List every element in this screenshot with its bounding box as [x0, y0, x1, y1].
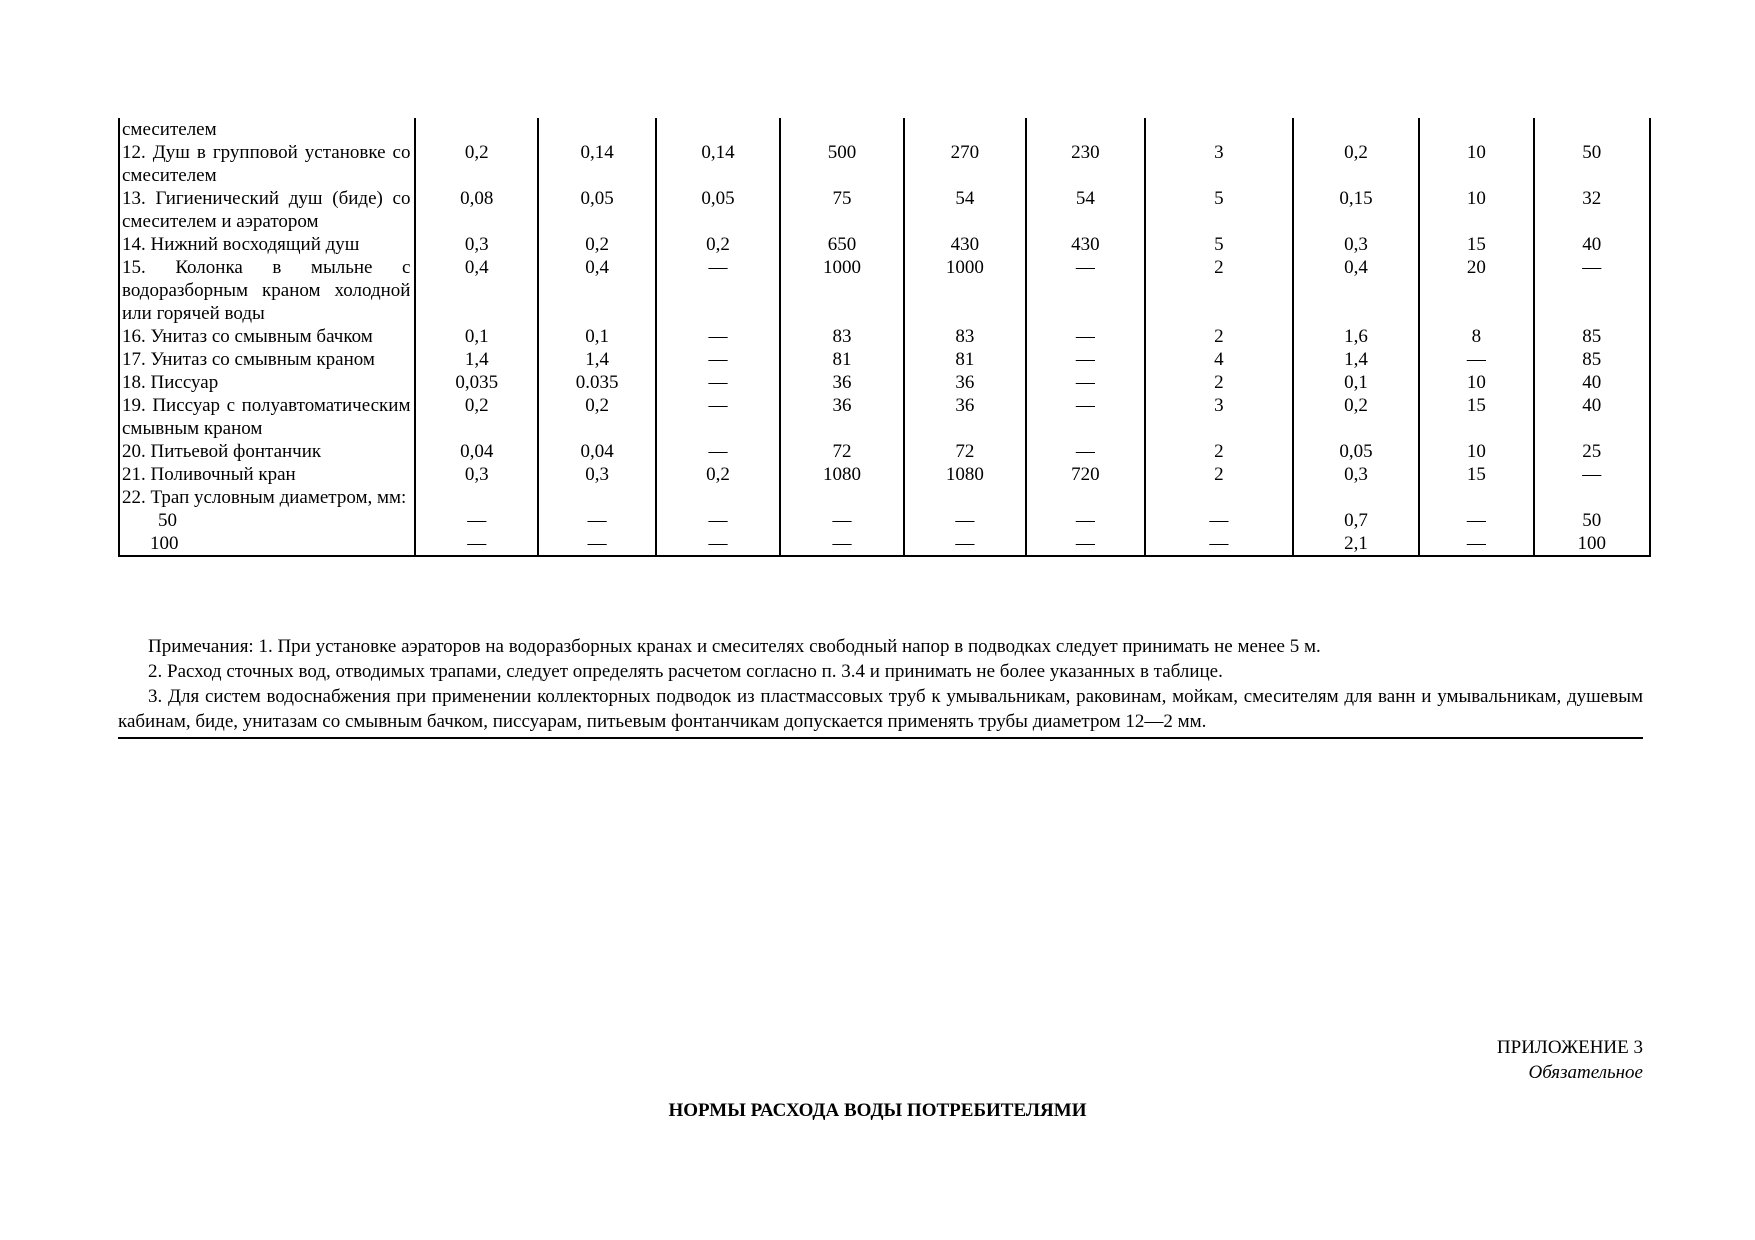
value-cell: [656, 486, 779, 509]
value-cell: 650: [780, 233, 904, 256]
value-cell: 0,1: [538, 325, 656, 348]
fixture-name-cell: 16. Унитаз со смывным бачком: [119, 325, 415, 348]
value-cell: —: [1026, 371, 1145, 394]
value-cell: —: [1026, 440, 1145, 463]
value-cell: —: [1419, 509, 1533, 532]
value-cell: 81: [904, 348, 1025, 371]
value-cell: 54: [904, 187, 1025, 233]
value-cell: 0,2: [415, 141, 537, 187]
value-cell: 2: [1145, 440, 1293, 463]
value-cell: 15: [1419, 233, 1533, 256]
value-cell: 2,1: [1293, 532, 1419, 556]
value-cell: [538, 486, 656, 509]
value-cell: —: [656, 348, 779, 371]
value-cell: —: [656, 532, 779, 556]
value-cell: 5: [1145, 233, 1293, 256]
value-cell: 83: [780, 325, 904, 348]
value-cell: 0,04: [538, 440, 656, 463]
value-cell: —: [1026, 509, 1145, 532]
value-cell: 0,7: [1293, 509, 1419, 532]
value-cell: 0,05: [656, 187, 779, 233]
value-cell: 0,05: [538, 187, 656, 233]
fixture-name-cell: 17. Унитаз со смывным краном: [119, 348, 415, 371]
value-cell: 0,08: [415, 187, 537, 233]
table-row: [119, 118, 1650, 141]
table-row: [119, 233, 1650, 256]
table-row: [119, 256, 1650, 325]
value-cell: 0,05: [1293, 440, 1419, 463]
fixture-name-cell: смесителем: [119, 118, 415, 141]
value-cell: 36: [904, 394, 1025, 440]
value-cell: 8: [1419, 325, 1533, 348]
value-cell: 10: [1419, 371, 1533, 394]
value-cell: 1,6: [1293, 325, 1419, 348]
value-cell: —: [1026, 256, 1145, 325]
value-cell: —: [656, 256, 779, 325]
table-row: [119, 463, 1650, 486]
value-cell: 36: [904, 371, 1025, 394]
value-cell: 72: [904, 440, 1025, 463]
value-cell: 4: [1145, 348, 1293, 371]
value-cell: [1293, 118, 1419, 141]
value-cell: 1,4: [1293, 348, 1419, 371]
value-cell: 20: [1419, 256, 1533, 325]
value-cell: [904, 118, 1025, 141]
value-cell: 1,4: [538, 348, 656, 371]
fixture-name-cell: 12. Душ в групповой установке со смесителем: [119, 141, 415, 187]
value-cell: —: [1026, 325, 1145, 348]
value-cell: 0,4: [538, 256, 656, 325]
value-cell: 40: [1534, 371, 1650, 394]
fixture-name-cell: 13. Гигиенический душ (биде) со смесителем и аэратором: [119, 187, 415, 233]
value-cell: 100: [1534, 532, 1650, 556]
value-cell: 0,3: [1293, 463, 1419, 486]
value-cell: 430: [904, 233, 1025, 256]
value-cell: —: [1419, 532, 1533, 556]
value-cell: 36: [780, 394, 904, 440]
value-cell: [1534, 118, 1650, 141]
fixtures-table-section: [118, 118, 1651, 557]
appendix-status: Обязательное: [1528, 1062, 1643, 1083]
value-cell: 10: [1419, 187, 1533, 233]
note-1: Примечания: 1. При установке аэраторов на водоразборных кранах и смесителях свободный напор в подводках следует принимать не менее 5 м.: [148, 636, 1321, 657]
value-cell: 0,15: [1293, 187, 1419, 233]
value-cell: 10: [1419, 440, 1533, 463]
table-body: [119, 118, 1650, 556]
value-cell: —: [1026, 394, 1145, 440]
value-cell: [1145, 118, 1293, 141]
value-cell: —: [904, 509, 1025, 532]
value-cell: 36: [780, 371, 904, 394]
value-cell: 3: [1145, 141, 1293, 187]
appendix-label: ПРИЛОЖЕНИЕ 3: [1496, 1037, 1643, 1058]
value-cell: 85: [1534, 348, 1650, 371]
table-row: [119, 141, 1650, 187]
table-row: [119, 371, 1650, 394]
value-cell: 0,1: [1293, 371, 1419, 394]
value-cell: 40: [1534, 394, 1650, 440]
table-row: [119, 187, 1650, 233]
value-cell: 2: [1145, 256, 1293, 325]
value-cell: 430: [1026, 233, 1145, 256]
table-row: [119, 486, 1650, 509]
value-cell: —: [656, 440, 779, 463]
fixture-name-cell: 14. Нижний восходящий душ: [119, 233, 415, 256]
value-cell: —: [1026, 348, 1145, 371]
value-cell: —: [1026, 532, 1145, 556]
value-cell: 3: [1145, 394, 1293, 440]
value-cell: 10: [1419, 141, 1533, 187]
table-row: [119, 325, 1650, 348]
value-cell: [1293, 486, 1419, 509]
value-cell: [780, 486, 904, 509]
value-cell: 0,2: [1293, 394, 1419, 440]
value-cell: —: [538, 532, 656, 556]
value-cell: 2: [1145, 463, 1293, 486]
value-cell: —: [656, 371, 779, 394]
value-cell: 0,4: [415, 256, 537, 325]
value-cell: [1534, 486, 1650, 509]
value-cell: [1026, 118, 1145, 141]
value-cell: 1000: [780, 256, 904, 325]
fixture-name-cell: 100: [119, 532, 415, 556]
value-cell: 1,4: [415, 348, 537, 371]
value-cell: 25: [1534, 440, 1650, 463]
value-cell: 0,04: [415, 440, 537, 463]
note-2: 2. Расход сточных вод, отводимых трапами, следует определять расчетом согласно п. 3.4 и принимать не более указанных в таблице.: [148, 661, 1223, 682]
note-3: 3. Для систем водоснабжения при применении коллекторных подводок из пластмассовых труб к умывальникам, раковинам, мойкам, смесителям для ванн и умывальникам, душевым кабинам, биде, унитазам со смывным бачком, писсуарам, питьевым фонтанчикам допускается применять трубы диаметром 12—2 мм.: [118, 686, 1643, 732]
value-cell: 0,1: [415, 325, 537, 348]
value-cell: 0,2: [1293, 141, 1419, 187]
value-cell: —: [415, 532, 537, 556]
value-cell: 0.035: [538, 371, 656, 394]
value-cell: 50: [1534, 141, 1650, 187]
value-cell: [1419, 486, 1533, 509]
document-title: НОРМЫ РАСХОДА ВОДЫ ПОТРЕБИТЕЛЯМИ: [668, 1100, 1087, 1121]
value-cell: 0,14: [656, 141, 779, 187]
value-cell: 0,2: [415, 394, 537, 440]
value-cell: 0,2: [656, 233, 779, 256]
value-cell: —: [415, 509, 537, 532]
value-cell: 0,3: [1293, 233, 1419, 256]
value-cell: 720: [1026, 463, 1145, 486]
value-cell: 2: [1145, 325, 1293, 348]
table-row: [119, 394, 1650, 440]
value-cell: —: [538, 509, 656, 532]
value-cell: —: [1145, 509, 1293, 532]
value-cell: [415, 118, 537, 141]
fixture-name-cell: 19. Писсуар с полуавтоматическим смывным краном: [119, 394, 415, 440]
fixture-name-cell: 21. Поливочный кран: [119, 463, 415, 486]
value-cell: 85: [1534, 325, 1650, 348]
table-row: [119, 440, 1650, 463]
value-cell: 81: [780, 348, 904, 371]
value-cell: —: [780, 509, 904, 532]
value-cell: [1419, 118, 1533, 141]
value-cell: [1026, 486, 1145, 509]
value-cell: 1080: [904, 463, 1025, 486]
value-cell: 1000: [904, 256, 1025, 325]
fixture-name-cell: 20. Питьевой фонтанчик: [119, 440, 415, 463]
value-cell: 0,3: [415, 233, 537, 256]
value-cell: 54: [1026, 187, 1145, 233]
fixture-name-cell: 18. Писсуар: [119, 371, 415, 394]
value-cell: 270: [904, 141, 1025, 187]
value-cell: 0,14: [538, 141, 656, 187]
value-cell: 500: [780, 141, 904, 187]
fixture-name-cell: 22. Трап условным диаметром, мм:: [119, 486, 415, 509]
value-cell: 0,4: [1293, 256, 1419, 325]
fixture-name-cell: 15. Колонка в мыльне с водоразборным краном холодной или горячей воды: [119, 256, 415, 325]
value-cell: 50: [1534, 509, 1650, 532]
value-cell: [538, 118, 656, 141]
value-cell: —: [780, 532, 904, 556]
notes-block: [118, 634, 1643, 739]
table-row: [119, 509, 1650, 532]
value-cell: [656, 118, 779, 141]
value-cell: 72: [780, 440, 904, 463]
value-cell: 5: [1145, 187, 1293, 233]
table-row: [119, 532, 1650, 556]
value-cell: 1080: [780, 463, 904, 486]
value-cell: 0,2: [656, 463, 779, 486]
value-cell: —: [656, 325, 779, 348]
value-cell: 0,2: [538, 394, 656, 440]
value-cell: 75: [780, 187, 904, 233]
value-cell: —: [1534, 463, 1650, 486]
value-cell: —: [656, 394, 779, 440]
value-cell: 0,035: [415, 371, 537, 394]
value-cell: 0,3: [538, 463, 656, 486]
value-cell: —: [1534, 256, 1650, 325]
value-cell: 15: [1419, 463, 1533, 486]
value-cell: 2: [1145, 371, 1293, 394]
value-cell: —: [656, 509, 779, 532]
value-cell: 230: [1026, 141, 1145, 187]
value-cell: [415, 486, 537, 509]
table-row: [119, 348, 1650, 371]
value-cell: 40: [1534, 233, 1650, 256]
water-consumption-table: [118, 118, 1651, 557]
appendix-header: [1497, 1035, 1643, 1085]
value-cell: 0,2: [538, 233, 656, 256]
value-cell: [904, 486, 1025, 509]
value-cell: —: [1145, 532, 1293, 556]
value-cell: [1145, 486, 1293, 509]
value-cell: 0,3: [415, 463, 537, 486]
value-cell: 83: [904, 325, 1025, 348]
value-cell: [780, 118, 904, 141]
value-cell: —: [904, 532, 1025, 556]
value-cell: 32: [1534, 187, 1650, 233]
fixture-name-cell: 50: [119, 509, 415, 532]
value-cell: —: [1419, 348, 1533, 371]
value-cell: 15: [1419, 394, 1533, 440]
